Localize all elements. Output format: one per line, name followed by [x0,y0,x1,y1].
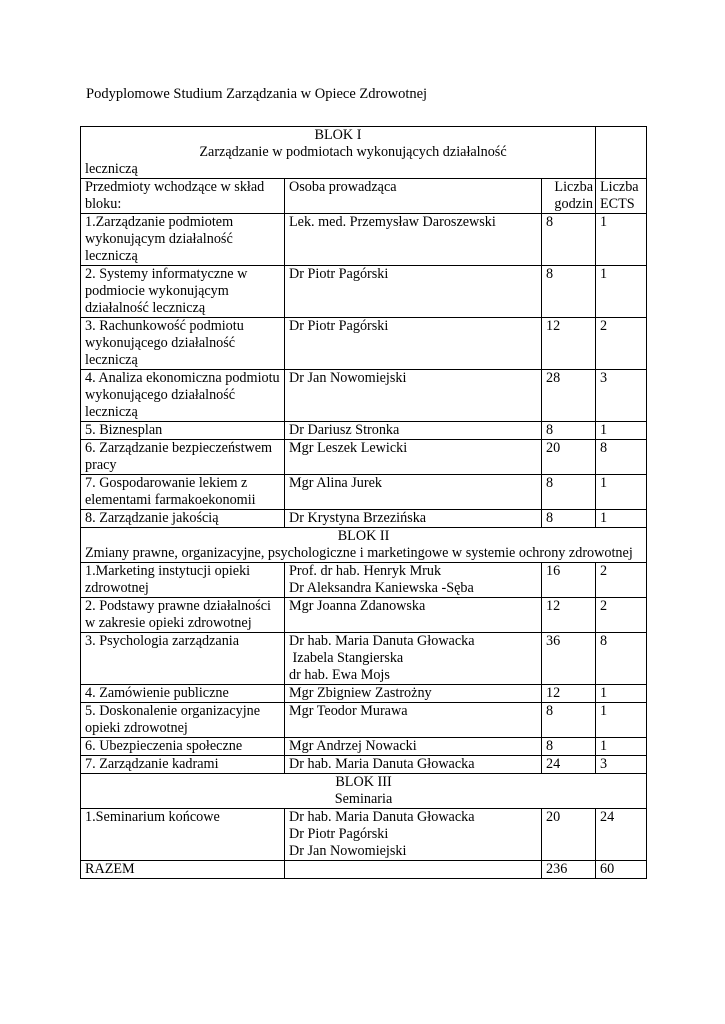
lecturer-name: Mgr Zbigniew Zastrożny [289,685,432,701]
total-hours: 236 [542,861,596,879]
subject-cell: 6. Ubezpieczenia społeczne [81,738,285,756]
table-row [81,440,647,475]
block-3-name: BLOK III [335,774,392,790]
table-row [81,370,647,422]
lecturer-cell [285,422,542,440]
ects-cell: 2 [596,318,647,370]
hours-cell: 8 [542,475,596,510]
ects-cell: 24 [596,809,647,861]
block-3-title: Seminaria [334,791,393,807]
lecturer-name: Dr Dariusz Stronka [289,422,400,438]
lecturer-name: Dr hab. Maria Danuta Głowacka [289,809,475,825]
lecturer-name: Mgr Alina Jurek [289,475,382,491]
ects-cell: 1 [596,475,647,510]
header-lecturer: Osoba prowadząca [285,179,542,214]
lecturer-cell [285,475,542,510]
lecturer-name: Izabela Stangierska [289,650,404,666]
lecturer-cell [285,318,542,370]
lecturer-name: Mgr Andrzej Nowacki [289,738,417,754]
block-3-heading [81,774,647,809]
lecturer-cell [285,809,542,861]
total-row [81,861,647,879]
total-ects: 60 [596,861,647,879]
hours-cell: 8 [542,266,596,318]
document-title: Podyplomowe Studium Zarządzania w Opiece Zdrowotnej [86,86,428,102]
total-label: RAZEM [81,861,285,879]
block-1-title-line2: leczniczą [85,161,138,177]
table-row [81,598,647,633]
lecturer-name: Dr Jan Nowomiejski [289,370,407,386]
block-1-heading-empty-cell [596,127,647,179]
lecturer-cell [285,563,542,598]
hours-cell: 8 [542,214,596,266]
subject-cell: 7. Zarządzanie kadrami [81,756,285,774]
header-subjects: Przedmioty wchodzące w skład bloku: [81,179,285,214]
lecturer-name: Dr Aleksandra Kaniewska -Sęba [289,580,474,596]
table-row [81,738,647,756]
block-1-heading [81,127,596,179]
lecturer-name: Dr Krystyna Brzezińska [289,510,427,526]
lecturer-name: Prof. dr hab. Henryk Mruk [289,563,442,579]
block-2-heading-row [81,528,647,563]
subject-cell: 4. Zamówienie publiczne [81,685,285,703]
lecturer-cell [285,756,542,774]
subject-cell: 1.Seminarium końcowe [81,809,285,861]
table-row [81,809,647,861]
ects-cell: 8 [596,440,647,475]
lecturer-cell [285,685,542,703]
ects-cell: 2 [596,598,647,633]
hours-cell: 12 [542,685,596,703]
header-hours: Liczba godzin [542,179,596,214]
ects-cell: 1 [596,703,647,738]
subject-cell: 5. Biznesplan [81,422,285,440]
lecturer-name: Dr Piotr Pagórski [289,826,389,842]
ects-cell: 8 [596,633,647,685]
table-row [81,685,647,703]
lecturer-cell [285,440,542,475]
column-header-row [81,179,647,214]
hours-cell: 12 [542,598,596,633]
table-row [81,563,647,598]
curriculum-table-body [81,127,647,879]
subject-cell: 3. Psychologia zarządzania [81,633,285,685]
lecturer-name: dr hab. Ewa Mojs [289,667,390,683]
hours-cell: 8 [542,738,596,756]
subject-cell: 3. Rachunkowość podmiotu wykonującego działalność leczniczą [81,318,285,370]
block-2-name: BLOK II [337,528,390,544]
subject-cell: 7. Gospodarowanie lekiem z elementami farmakoekonomii [81,475,285,510]
curriculum-table [80,126,647,879]
lecturer-cell [285,598,542,633]
lecturer-cell [285,370,542,422]
lecturer-cell [285,266,542,318]
hours-cell: 20 [542,809,596,861]
lecturer-cell [285,214,542,266]
hours-cell: 8 [542,510,596,528]
table-row [81,214,647,266]
hours-cell: 16 [542,563,596,598]
lecturer-cell [285,738,542,756]
block-2-title: Zmiany prawne, organizacyjne, psychologiczne i marketingowe w systemie ochrony zdrowotnej [85,545,633,561]
lecturer-name: Mgr Joanna Zdanowska [289,598,426,614]
lecturer-name: Dr hab. Maria Danuta Głowacka [289,756,475,772]
hours-cell: 8 [542,703,596,738]
ects-cell: 3 [596,756,647,774]
block-1-name: BLOK I [314,127,362,143]
subject-cell: 1.Marketing instytucji opieki zdrowotnej [81,563,285,598]
hours-cell: 28 [542,370,596,422]
table-row [81,756,647,774]
table-row [81,510,647,528]
block-2-heading [81,528,647,563]
ects-cell: 1 [596,422,647,440]
table-row [81,475,647,510]
lecturer-cell [285,633,542,685]
lecturer-name: Mgr Leszek Lewicki [289,440,408,456]
ects-cell: 2 [596,563,647,598]
hours-cell: 36 [542,633,596,685]
lecturer-name: Mgr Teodor Murawa [289,703,408,719]
ects-cell: 1 [596,510,647,528]
subject-cell: 2. Podstawy prawne działalności w zakresie opieki zdrowotnej [81,598,285,633]
table-row [81,633,647,685]
hours-cell: 20 [542,440,596,475]
ects-cell: 1 [596,266,647,318]
lecturer-cell [285,703,542,738]
table-row [81,318,647,370]
block-1-heading-row [81,127,647,179]
table-row [81,703,647,738]
table-row [81,422,647,440]
lecturer-name: Lek. med. Przemysław Daroszewski [289,214,496,230]
header-ects: Liczba ECTS [596,179,647,214]
block-1-title-line1: Zarządzanie w podmiotach wykonujących działalność [199,144,507,160]
subject-cell: 1.Zarządzanie podmiotem wykonującym działalność leczniczą [81,214,285,266]
lecturer-name: Dr Piotr Pagórski [289,266,389,282]
subject-cell: 5. Doskonalenie organizacyjne opieki zdrowotnej [81,703,285,738]
total-empty-cell [285,861,542,879]
ects-cell: 3 [596,370,647,422]
subject-cell: 6. Zarządzanie bezpieczeństwem pracy [81,440,285,475]
block-3-heading-row [81,774,647,809]
ects-cell: 1 [596,738,647,756]
lecturer-name: Dr hab. Maria Danuta Głowacka [289,633,475,649]
ects-cell: 1 [596,685,647,703]
table-row [81,266,647,318]
hours-cell: 24 [542,756,596,774]
lecturer-cell [285,510,542,528]
hours-cell: 8 [542,422,596,440]
ects-cell: 1 [596,214,647,266]
hours-cell: 12 [542,318,596,370]
lecturer-name: Dr Jan Nowomiejski [289,843,407,859]
subject-cell: 2. Systemy informatyczne w podmiocie wykonującym działalność leczniczą [81,266,285,318]
subject-cell: 4. Analiza ekonomiczna podmiotu wykonującego działalność leczniczą [81,370,285,422]
lecturer-name: Dr Piotr Pagórski [289,318,389,334]
subject-cell: 8. Zarządzanie jakością [81,510,285,528]
